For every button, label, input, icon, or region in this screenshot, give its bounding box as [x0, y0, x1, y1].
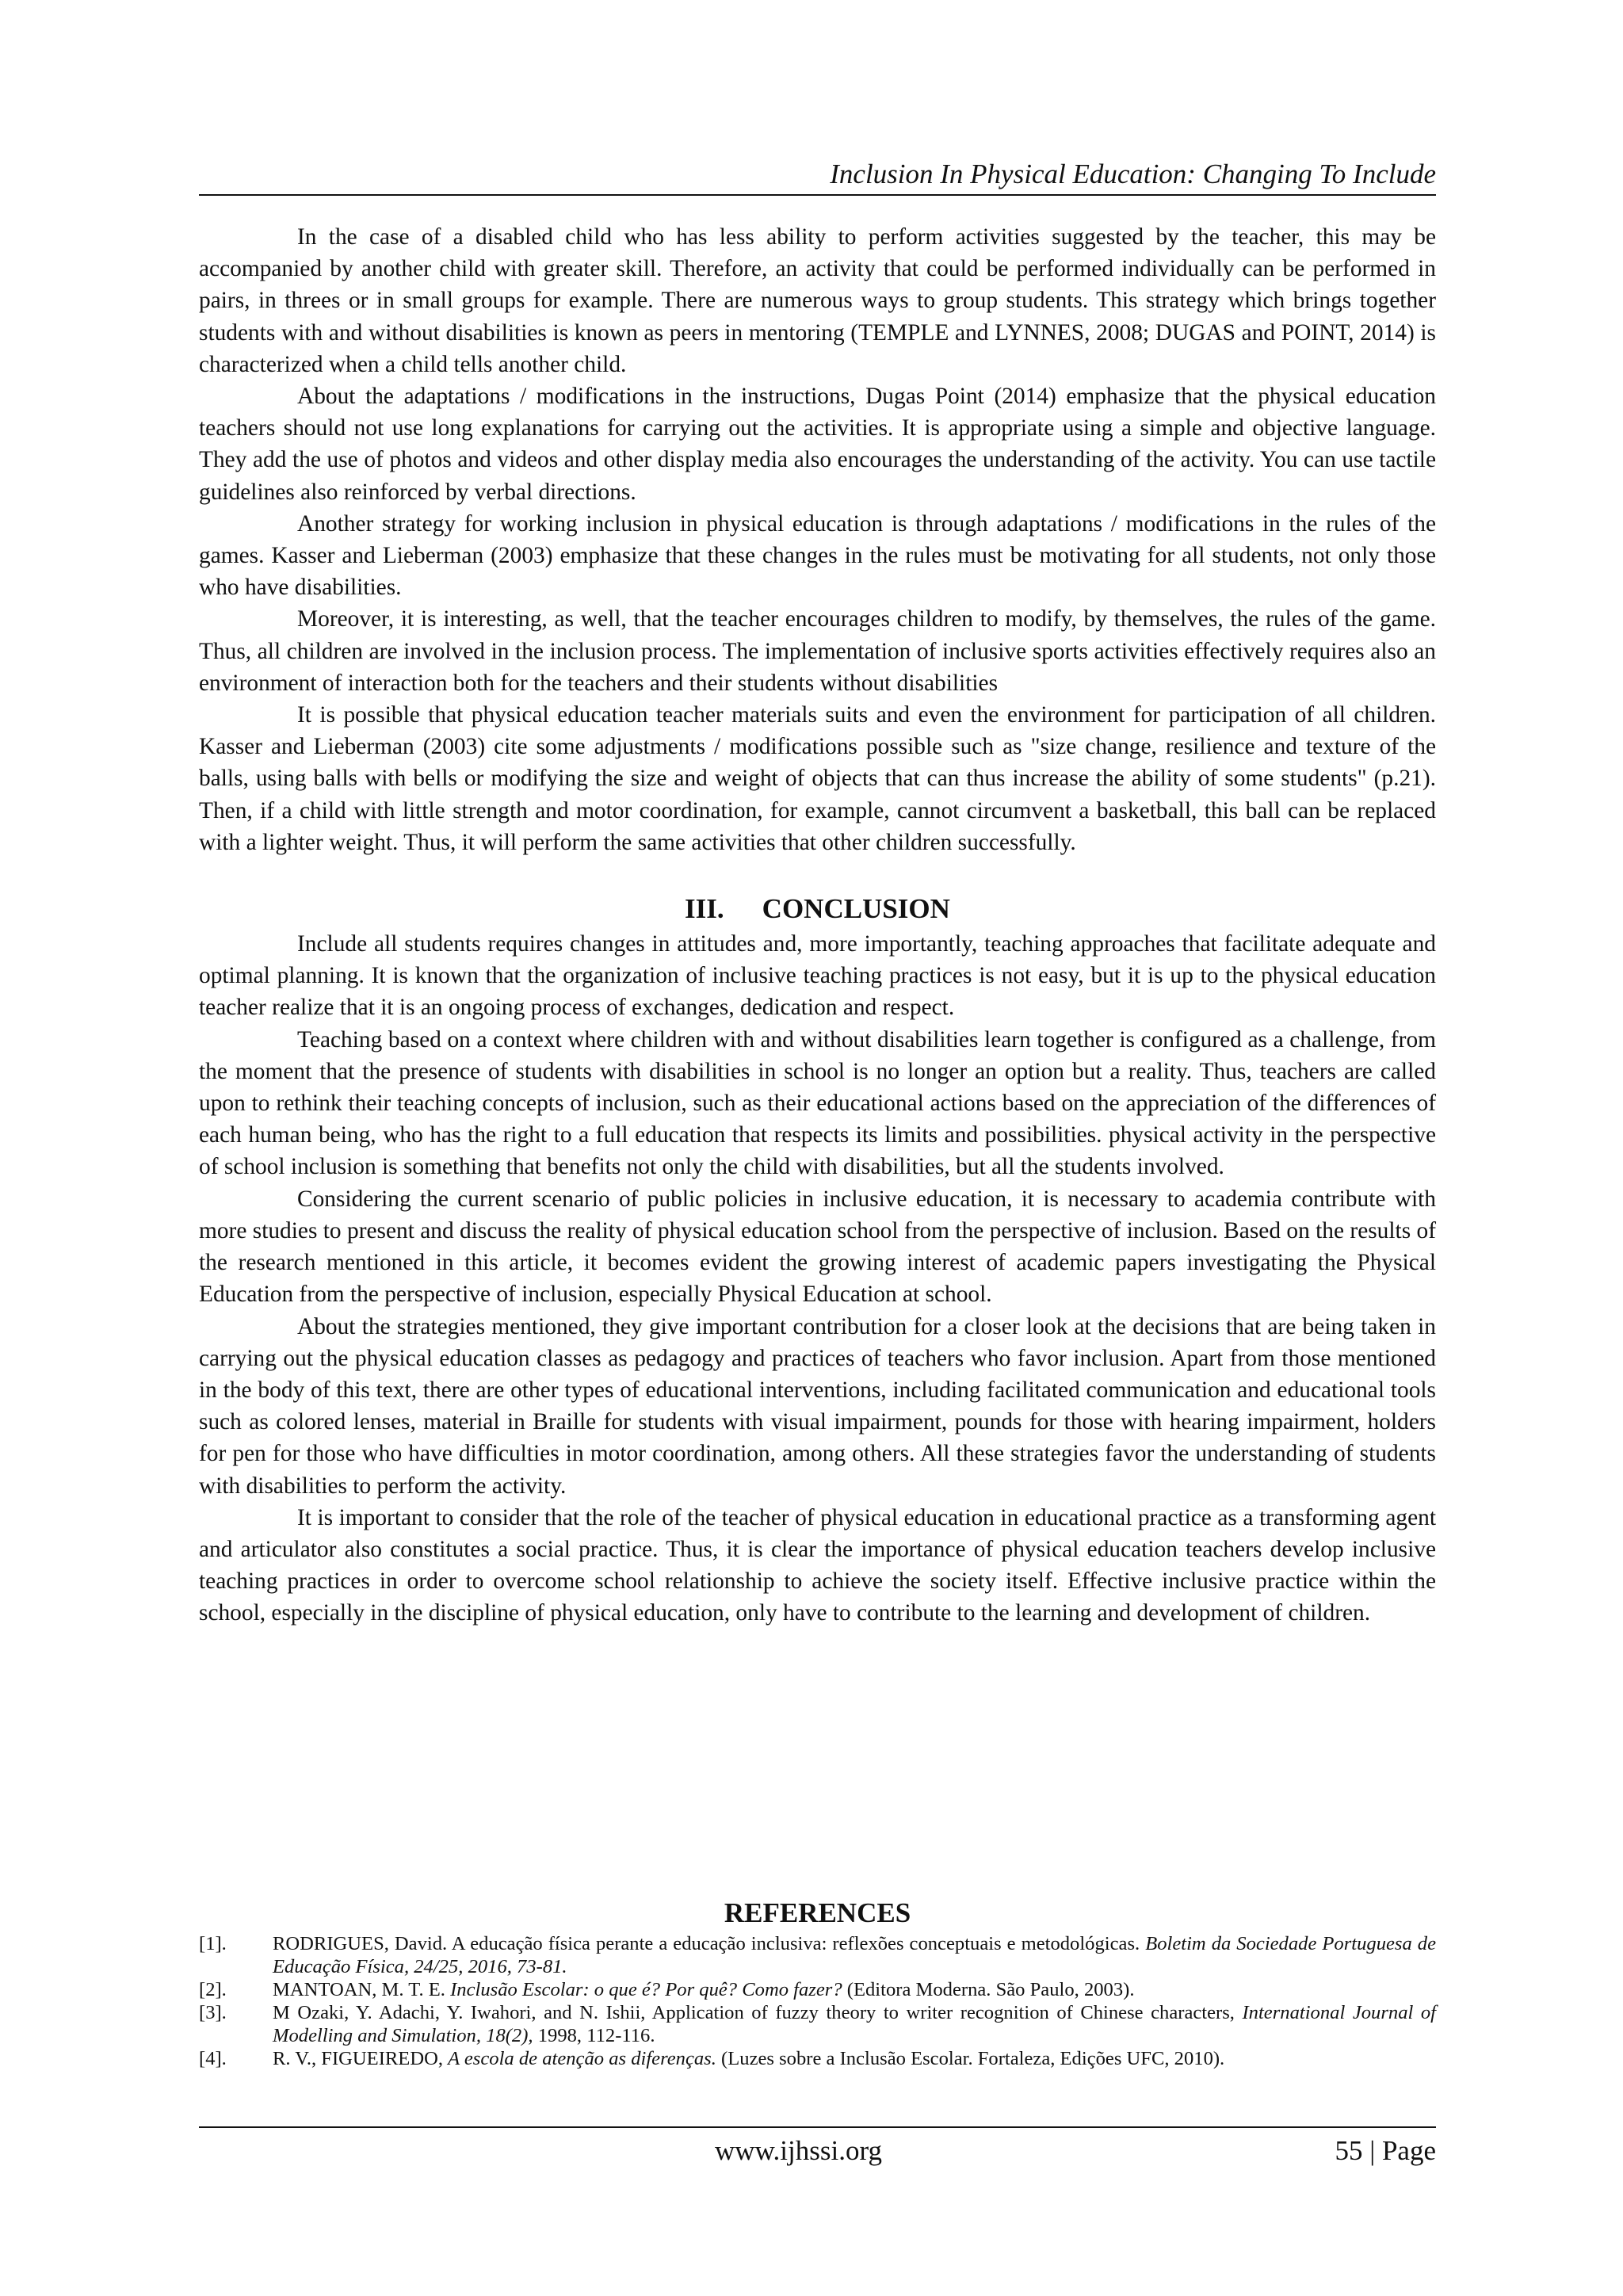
reference-item: [199, 2047, 1436, 2070]
reference-number: [1].: [199, 1933, 227, 1954]
paragraph: Teaching based on a context where children with and without disabilities learn together is configured as a challenge, from the moment that the presence of students with disabilities in school is no longer an option but a reality. Thus, teachers are called upon to rethink their teaching concepts of inclusion, such as their educational actions based on the appreciation of the differences of each human being, who has the right to a full education that respects its limits and possibilities. physical activity in the perspective of school inclusion is something that benefits not only the child with disabilities, but all the students involved.: [199, 1026, 1436, 1180]
reference-text: [273, 1978, 1436, 2001]
reference-italic-text: A escola de atenção as diferenças.: [448, 2048, 716, 2069]
paragraph: About the strategies mentioned, they give important contribution for a closer look at the decisions that are being taken in carrying out the physical education classes as pedagogy and practices of teachers who favor inclusion. Apart from those mentioned in the body of this text, there are other types of educational interventions, including facilitated communication and educational tools such as colored lenses, material in Braille for students with visual impairment, pounds for those with hearing impairment, holders for pen for those who have difficulties in motor coordination, among others. All these strategies favor the understanding of students with disabilities to perform the activity.: [199, 1313, 1436, 1499]
reference-number: [4].: [199, 2048, 227, 2069]
reference-number: [2].: [199, 1979, 227, 2000]
footer-rule: [199, 2126, 1436, 2128]
references-heading: REFERENCES: [724, 1897, 911, 1928]
paragraph: Include all students requires changes in attitudes and, more importantly, teaching approaches that facilitate adequate and optimal planning. It is known that the organization of inclusive teaching practices is not easy, but it is up to the physical education teacher realize that it is an ongoing process of exchanges, dedication and respect.: [199, 931, 1436, 1021]
section-number: III.: [685, 893, 724, 925]
running-header-title: Inclusion In Physical Education: Changing To Include: [830, 159, 1436, 189]
reference-italic-text: Inclusão Escolar: o que é? Por quê? Como fazer?: [450, 1979, 842, 2000]
section-heading: [199, 890, 1436, 928]
footer-website: www.ijhssi.org: [715, 2135, 882, 2166]
reference-text: [273, 1932, 1436, 1978]
reference-text: [273, 2047, 1436, 2070]
reference-plain-text: M Ozaki, Y. Adachi, Y. Iwahori, and N. Ishii, Application of fuzzy theory to writer recognition of Chinese characters,: [273, 2002, 1243, 2023]
paragraph: Considering the current scenario of public policies in inclusive education, it is necessary to academia contribute with more studies to present and discuss the reality of physical education school from the perspective of inclusion. Based on the results of the research mentioned in this article, it becomes evident the growing interest of academic papers investigating the Physical Education from the perspective of inclusion, especially Physical Education at school.: [199, 1186, 1436, 1308]
footer-page-number: 55 | Page: [1335, 2135, 1436, 2166]
reference-item: [199, 1978, 1436, 2001]
paragraph: It is important to consider that the role of the teacher of physical education in educational practice as a transforming agent and articulator also constitutes a social practice. Thus, it is clear the importance of physical education teachers develop inclusive teaching practices in order to overcome school relationship to achieve the society itself. Effective inclusive practice within the school, especially in the discipline of physical education, only have to contribute to the learning and development of children.: [199, 1504, 1436, 1626]
reference-plain-text: RODRIGUES, David. A educação física perante a educação inclusiva: reflexões conceptuais e metodológicas.: [273, 1933, 1146, 1954]
reference-plain-text: (Luzes sobre a Inclusão Escolar. Fortaleza, Edições UFC, 2010).: [716, 2048, 1225, 2069]
paragraph: About the adaptations / modifications in the instructions, Dugas Point (2014) emphasize that the physical education teachers should not use long explanations for carrying out the activities. It is appropriate using a simple and objective language. They add the use of photos and videos and other display media also encourages the understanding of the activity. You can use tactile guidelines also reinforced by verbal directions.: [199, 384, 1436, 505]
reference-plain-text: (Editora Moderna. São Paulo, 2003).: [842, 1979, 1135, 2000]
reference-item: [199, 2001, 1436, 2047]
reference-number: [3].: [199, 2002, 227, 2023]
reference-italic-text: Boletim da Sociedade Portuguesa de Educação Física, 24/25, 2016, 73-81.: [273, 1933, 1437, 1977]
references-section: [199, 1894, 1436, 2070]
reference-plain-text: R. V., FIGUEIREDO,: [273, 2048, 449, 2069]
reference-item: [199, 1932, 1436, 1978]
reference-plain-text: MANTOAN, M. T. E.: [273, 1979, 451, 2000]
paragraph: Moreover, it is interesting, as well, that the teacher encourages children to modify, by themselves, the rules of the game. Thus, all children are involved in the inclusion process. The implementation of inclusive sports activities effectively requires also an environment of interaction both for the teachers and their students without disabilities: [199, 606, 1436, 696]
paragraph: Another strategy for working inclusion in physical education is through adaptations / modifications in the rules of the games. Kasser and Lieberman (2003) emphasize that these changes in the rules must be motivating for all students, not only those who have disabilities.: [199, 510, 1436, 601]
section-title: CONCLUSION: [762, 893, 950, 925]
header-rule: [199, 194, 1436, 196]
paragraph: It is possible that physical education teacher materials suits and even the environment for participation of all children. Kasser and Lieberman (2003) cite some adjustments / modifications possible such as "size change, resilience and texture of the balls, using balls with bells or modifying the size and weight of objects that can thus increase the ability of some students" (p.21). Then, if a child with little strength and motor coordination, for example, cannot circumvent a basketball, this ball can be replaced with a lighter weight. Thus, it will perform the same activities that other children successfully.: [199, 702, 1436, 855]
reference-italic-text: International Journal of Modelling and Simulation, 18(2),: [273, 2002, 1436, 2046]
body-text: [199, 221, 1436, 1629]
paper-page: [199, 0, 1436, 2296]
reference-plain-text: 1998, 112-116.: [533, 2025, 655, 2046]
paragraph: In the case of a disabled child who has less ability to perform activities suggested by the teacher, this may be accompanied by another child with greater skill. Therefore, an activity that could be performed individually can be performed in pairs, in threes or in small groups for example. There are numerous ways to group students. This strategy which brings together students with and without disabilities is known as peers in mentoring (TEMPLE and LYNNES, 2008; DUGAS and POINT, 2014) is characterized when a child tells another child.: [199, 224, 1436, 377]
reference-text: [273, 2001, 1436, 2047]
